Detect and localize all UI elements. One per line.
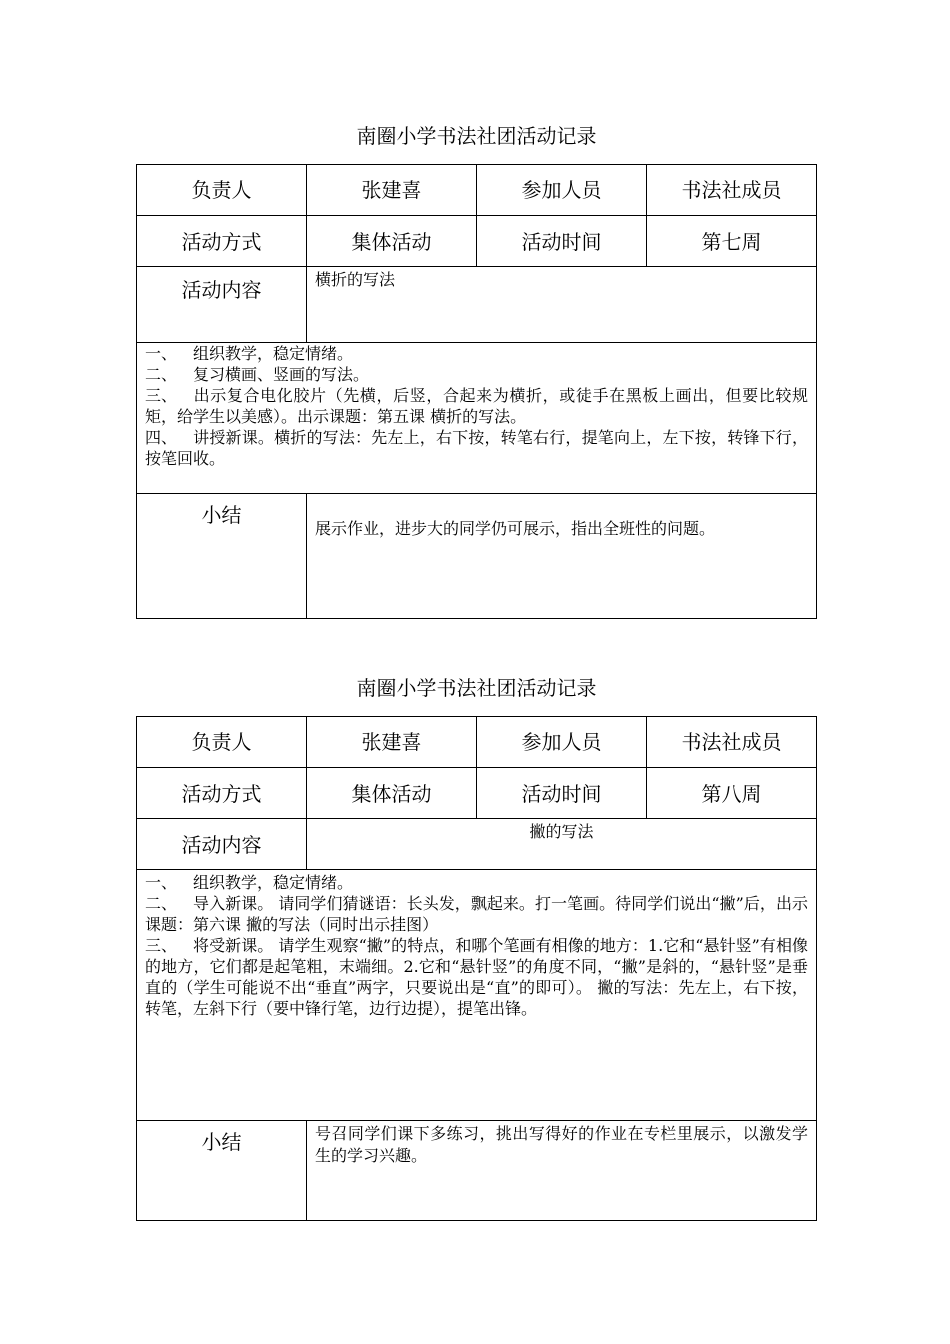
content-label: 活动内容 bbox=[181, 278, 262, 302]
activity-time-value: 第八周 bbox=[646, 768, 816, 819]
step-number: 三、 bbox=[145, 386, 178, 405]
step-item bbox=[145, 427, 808, 469]
info-row bbox=[137, 767, 816, 819]
participants-value: 书法社成员 bbox=[646, 717, 816, 767]
activity-record-table bbox=[136, 716, 817, 1221]
record-title: 南圈小学书法社团活动记录 bbox=[356, 124, 597, 148]
activity-method-value: 集体活动 bbox=[306, 768, 476, 819]
participants-label: 参加人员 bbox=[476, 165, 646, 215]
content-row bbox=[137, 818, 816, 870]
info-row bbox=[137, 165, 816, 215]
content-row bbox=[137, 266, 816, 343]
person-in-charge-label: 负责人 bbox=[191, 178, 252, 202]
step-text: 出示复合电化胶片（先横，后竖，合起来为横折，或徒手在黑板上画出，但要比较规矩，给学生以美感）。出示课题：第五课 横折的写法。 bbox=[145, 386, 808, 426]
step-text: 将受新课。 请学生观察“撇”的特点，和哪个笔画有相像的地方：1.它和“悬针竖”有相像的地方，它们都是起笔粗，末端细。2.它和“悬针竖”的角度不同，“撇”是斜的，“悬针竖”是垂直的（学生可能说不出“垂直”两字，只要说出是“直”的即可）。 撇的写法：先左上，右下按，转笔，左斜下行（要中锋行笔，边行边提），提笔出锋。 bbox=[145, 936, 808, 1018]
summary-row bbox=[137, 1120, 816, 1220]
steps-list bbox=[145, 343, 808, 469]
step-number: 二、 bbox=[145, 365, 178, 384]
step-item bbox=[145, 872, 808, 893]
steps-row bbox=[137, 869, 816, 1121]
summary-row bbox=[137, 493, 816, 618]
steps-list bbox=[145, 872, 808, 1019]
content-value: 横折的写法 bbox=[306, 267, 816, 343]
step-item bbox=[145, 364, 808, 385]
activity-method-label: 活动方式 bbox=[181, 781, 262, 806]
info-row bbox=[137, 717, 816, 767]
activity-method-label: 活动方式 bbox=[181, 229, 262, 254]
activity-time-label: 活动时间 bbox=[476, 216, 646, 267]
step-number: 一、 bbox=[145, 873, 178, 892]
step-item bbox=[145, 935, 808, 1019]
step-text: 组织教学，稳定情绪。 bbox=[193, 344, 354, 363]
content-value: 撇的写法 bbox=[306, 819, 816, 870]
steps-row bbox=[137, 342, 816, 494]
activity-record-table bbox=[136, 164, 817, 619]
step-number: 二、 bbox=[145, 894, 178, 913]
summary-label: 小结 bbox=[201, 503, 242, 527]
summary-label: 小结 bbox=[201, 1130, 242, 1154]
person-in-charge-value: 张建喜 bbox=[306, 165, 476, 215]
person-in-charge-value: 张建喜 bbox=[306, 717, 476, 767]
step-text: 讲授新课。横折的写法：先左上，右下按，转笔右行，提笔向上，左下按，转锋下行，按笔回收。 bbox=[145, 428, 808, 468]
step-number: 一、 bbox=[145, 344, 178, 363]
info-row bbox=[137, 215, 816, 267]
step-text: 复习横画、竖画的写法。 bbox=[193, 365, 370, 384]
step-item bbox=[145, 385, 808, 427]
person-in-charge-label: 负责人 bbox=[191, 730, 252, 754]
step-number: 四、 bbox=[145, 428, 178, 447]
activity-time-label: 活动时间 bbox=[476, 768, 646, 819]
step-item bbox=[145, 343, 808, 364]
step-item bbox=[145, 893, 808, 935]
content-label: 活动内容 bbox=[181, 832, 262, 857]
step-text: 组织教学，稳定情绪。 bbox=[193, 873, 354, 892]
activity-method-value: 集体活动 bbox=[306, 216, 476, 267]
summary-text: 号召同学们课下多练习，挑出写得好的作业在专栏里展示，以激发学生的学习兴趣。 bbox=[306, 1121, 816, 1220]
summary-text: 展示作业，进步大的同学仍可展示，指出全班性的问题。 bbox=[306, 494, 816, 618]
participants-value: 书法社成员 bbox=[646, 165, 816, 215]
step-text: 导入新课。 请同学们猜谜语：长头发，飘起来。打一笔画。待同学们说出“撇”后，出示课题：第六课 撇的写法（同时出示挂图） bbox=[145, 894, 808, 934]
record-title: 南圈小学书法社团活动记录 bbox=[356, 676, 597, 700]
participants-label: 参加人员 bbox=[476, 717, 646, 767]
step-number: 三、 bbox=[145, 936, 178, 955]
activity-time-value: 第七周 bbox=[646, 216, 816, 267]
